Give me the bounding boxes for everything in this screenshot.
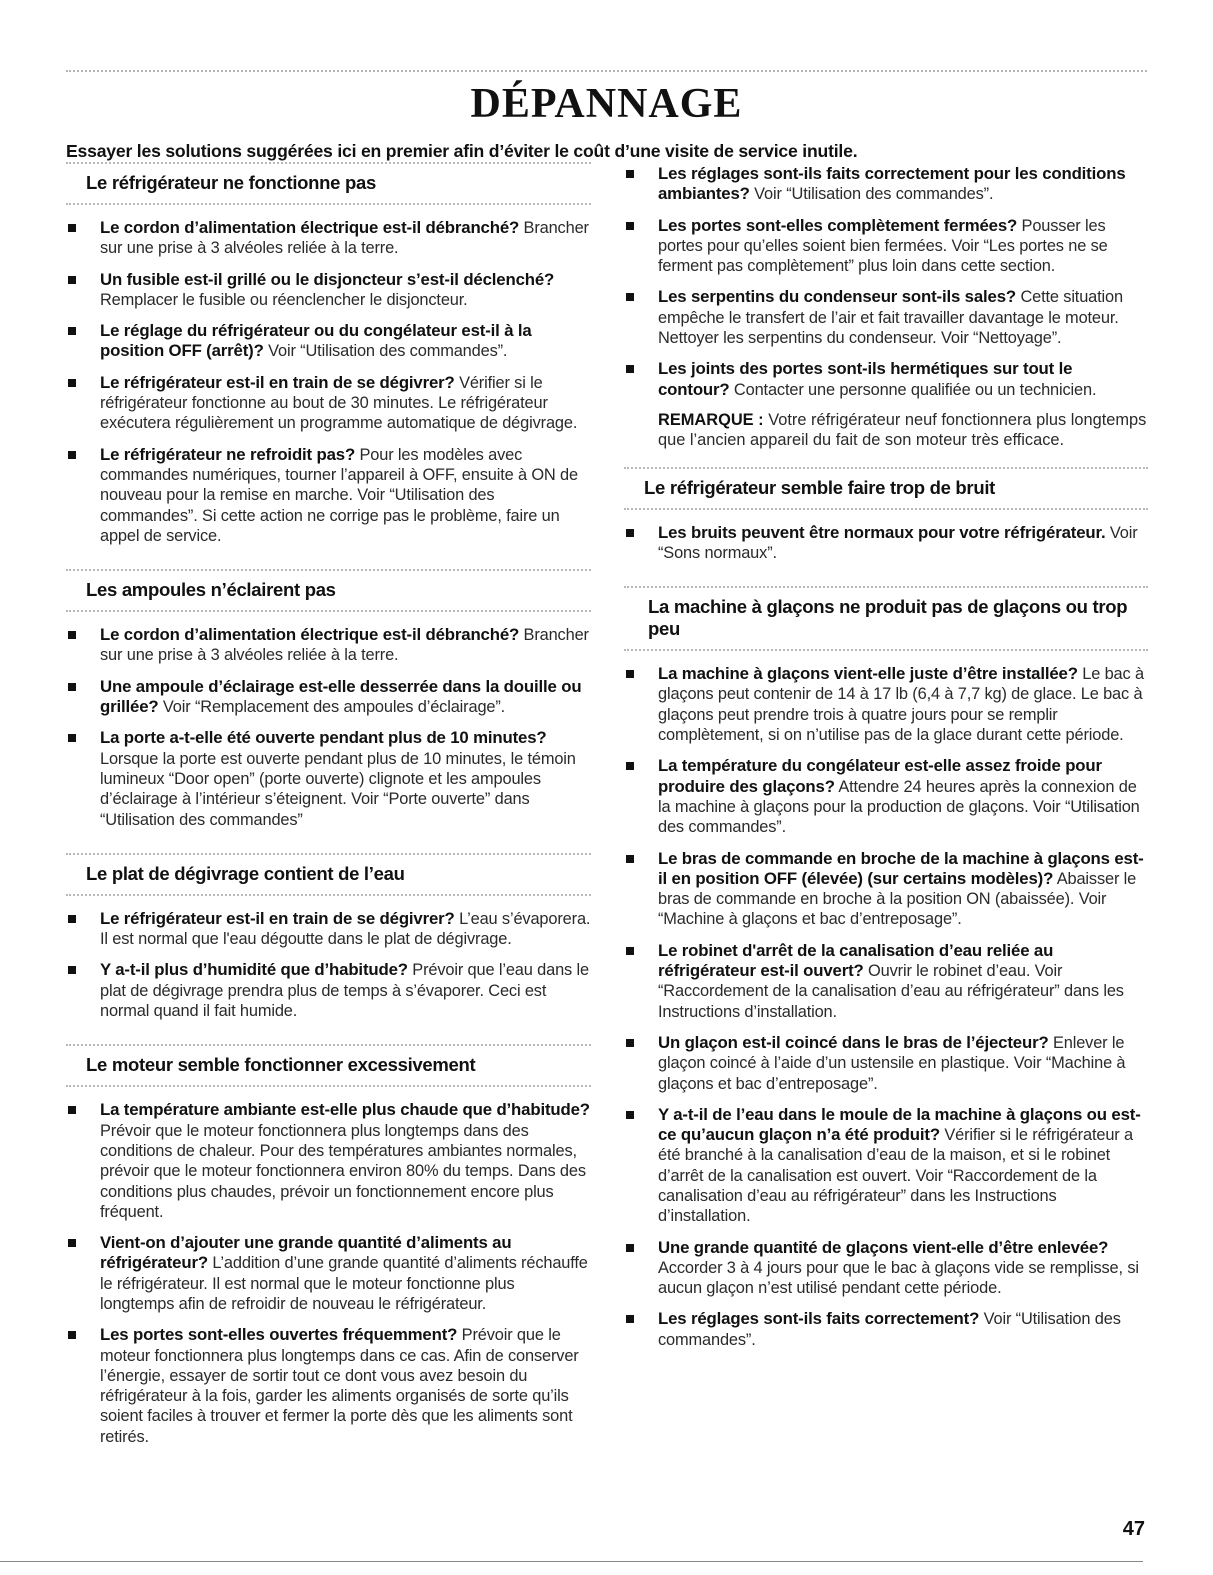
- square-bullet-icon: [626, 762, 634, 770]
- list-item: [624, 941, 1148, 1022]
- section-motor-runs-too-much: [66, 1044, 591, 1447]
- square-bullet-icon: [68, 734, 76, 742]
- section-fridge-not-working: [66, 162, 591, 546]
- item-question: La porte a-t-elle été ouverte pendant plus de 10 minutes?: [100, 728, 547, 748]
- list-item: [66, 909, 591, 950]
- item-question: Le cordon d’alimentation électrique est-il débranché?: [100, 218, 520, 237]
- square-bullet-icon: [626, 670, 634, 678]
- square-bullet-icon: [626, 170, 634, 178]
- item-answer: L’addition d’une grande quantité d’aliments réchauffe le réfrigérateur. Il est normal que le moteur fonctionne plus longtemps afin de refroidir de nouveau le réfrigérateur.: [100, 1254, 588, 1313]
- item-answer: Lorsque la porte est ouverte pendant plus de 10 minutes, le témoin lumineux “Door open” (porte ouverte) clignote et les ampoules d’éclairage à l’intérieur s’éteignent. Voir “Porte ouverte” dans “Utilisation des commandes”: [100, 749, 576, 829]
- item-question: La machine à glaçons vient-elle juste d’être installée?: [658, 664, 1078, 684]
- square-bullet-icon: [68, 966, 76, 974]
- item-answer: Cette situation empêche le transfert de l’air et fait travailler davantage le moteur. Nettoyer les serpentins du condenseur. Voir “Nettoyage”.: [658, 288, 1123, 348]
- list-item: [624, 664, 1148, 745]
- item-answer: Voir “Sons normaux”.: [658, 523, 1138, 562]
- item-answer: Brancher sur une prise à 3 alvéoles reliée à la terre.: [100, 626, 589, 665]
- list-item: [624, 1105, 1148, 1227]
- list-item: [624, 359, 1148, 400]
- page-number: 47: [1122, 1518, 1145, 1540]
- section-motor-runs-too-much-cont: [624, 164, 1148, 451]
- square-bullet-icon: [68, 327, 76, 335]
- list-item: [66, 728, 591, 829]
- list-item: [66, 321, 591, 362]
- remark-text: Votre réfrigérateur neuf fonctionnera plus longtemps que l’ancien appareil du fait de son moteur très efficace.: [658, 410, 1147, 450]
- section-heading: La machine à glaçons ne produit pas de glaçons ou trop peu: [624, 586, 1148, 651]
- item-answer: L’eau s’évaporera. Il est normal que l'eau dégoutte dans le plat de dégivrage.: [100, 909, 591, 949]
- item-list: [624, 164, 1148, 400]
- square-bullet-icon: [626, 293, 634, 301]
- item-answer: Voir “Utilisation des commandes”.: [754, 185, 994, 204]
- item-question: Le réglage du réfrigérateur ou du congélateur est-il à la position OFF (arrêt)?: [100, 321, 532, 361]
- list-item: [66, 270, 591, 311]
- item-list: [624, 523, 1148, 564]
- item-answer: Voir “Remplacement des ampoules d’éclairage”.: [162, 698, 506, 717]
- item-answer: Attendre 24 heures après la connexion de la machine à glaçons pour la production de glaçons. Voir “Utilisation des commandes”.: [658, 777, 1140, 837]
- item-answer: Vérifier si le réfrigérateur a été branché à la canalisation d’eau de la maison, et si le robinet d’arrêt de la canalisation est ouvert. Voir “Raccordement de la canalisation d’eau au réfrigérateur” dans les Instructions d’installation.: [658, 1126, 1133, 1226]
- item-question: Le bras de commande en broche de la machine à glaçons est-il en position OFF (élevée) (sur certains modèles)?: [658, 848, 1144, 888]
- item-question: Les portes sont-elles complètement fermées?: [658, 215, 1018, 235]
- item-answer: Abaisser le bras de commande en broche à la position ON (abaissée). Voir “Machine à glaçons et bac d’entreposage”.: [658, 869, 1137, 929]
- square-bullet-icon: [626, 855, 634, 863]
- item-question: Les serpentins du condenseur sont-ils sales?: [658, 287, 1017, 307]
- item-question: Vient-on d’ajouter une grande quantité d’aliments au réfrigérateur?: [100, 1233, 512, 1273]
- section-heading: Les ampoules n’éclairent pas: [66, 569, 591, 612]
- remark-label: REMARQUE :: [658, 410, 764, 429]
- item-answer: Pour les modèles avec commandes numériques, tourner l’appareil à OFF, ensuite à ON de nouveau pour la remise en marche. Voir “Utilisation des commandes”. Si cette action ne corrige pas le problème, faire un appel de service.: [100, 445, 578, 545]
- list-item: [624, 1238, 1148, 1299]
- item-answer: Prévoir que l’eau dans le plat de dégivrage prendra plus de temps à s’évaporer. Ceci est normal quand il fait humide.: [100, 961, 589, 1021]
- list-item: [66, 1325, 591, 1447]
- list-item: [624, 756, 1148, 837]
- item-answer: Voir “Utilisation des commandes”.: [268, 342, 508, 361]
- item-answer: Enlever le glaçon coincé à l’aide d’un ustensile en plastique. Voir “Machine à glaçons et bac d’entreposage”.: [658, 1033, 1126, 1093]
- section-heading: Le réfrigérateur ne fonctionne pas: [66, 162, 591, 205]
- item-answer: Contacter une personne qualifiée ou un technicien.: [733, 380, 1097, 399]
- square-bullet-icon: [626, 365, 634, 373]
- list-item: [66, 218, 591, 259]
- item-question: La température ambiante est-elle plus chaude que d’habitude?: [100, 1100, 590, 1120]
- item-answer: Ouvrir le robinet d’eau. Voir “Raccordement de la canalisation d’eau au réfrigérateur” dans les Instructions d’installation.: [658, 962, 1124, 1021]
- item-question: Le robinet d'arrêt de la canalisation d’eau reliée au réfrigérateur est-il ouvert?: [658, 940, 1054, 981]
- item-list: [66, 1100, 591, 1447]
- square-bullet-icon: [626, 1244, 634, 1252]
- item-question: Le réfrigérateur ne refroidit pas?: [100, 444, 356, 464]
- square-bullet-icon: [68, 631, 76, 639]
- list-item: [66, 445, 591, 546]
- list-item: [624, 1033, 1148, 1094]
- remark-note: [624, 410, 1148, 451]
- list-item: [624, 523, 1148, 564]
- list-item: [624, 164, 1148, 205]
- item-list: [66, 909, 591, 1021]
- item-question: Une grande quantité de glaçons vient-elle d’être enlevée?: [658, 1237, 1109, 1257]
- item-question: Les réglages sont-ils faits correctement pour les conditions ambiantes?: [658, 164, 1126, 204]
- item-answer: Accorder 3 à 4 jours pour que le bac à glaçons vide se remplisse, si aucun glaçon n’est utilisé pendant cette période.: [658, 1258, 1139, 1298]
- item-list: [66, 625, 591, 830]
- left-column: [66, 162, 591, 1458]
- list-item: [624, 1309, 1148, 1350]
- intro-text: Essayer les solutions suggérées ici en premier afin d’éviter le coût d’une visite de service inutile.: [66, 141, 858, 161]
- item-answer: Prévoir que le moteur fonctionnera plus longtemps dans ce cas. Afin de conserver l’énergie, essayer de sortir tout ce dont vous avez besoin du réfrigérateur à la fois, garder les aliments organisés de sorte qu’ils soient faciles à trouver et fermer la porte dès que les aliments sont retirés.: [100, 1326, 579, 1446]
- square-bullet-icon: [68, 224, 76, 232]
- item-answer: Voir “Utilisation des commandes”.: [658, 1310, 1121, 1349]
- bottom-rule: [0, 1561, 1143, 1562]
- item-answer: Remplacer le fusible ou réenclencher le disjoncteur.: [100, 290, 468, 309]
- item-list: [624, 664, 1148, 1350]
- square-bullet-icon: [68, 1239, 76, 1247]
- list-item: [66, 1233, 591, 1314]
- item-question: Y a-t-il plus d’humidité que d’habitude?: [100, 960, 408, 980]
- item-answer: Prévoir que le moteur fonctionnera plus longtemps dans des conditions de chaleur. Pour des températures ambiantes normales, prévoir que le moteur fonctionnera environ 80% du temps. Dans des conditions plus chaudes, prévoir un fonctionnement encore plus fréquent.: [100, 1121, 586, 1221]
- item-question: Le réfrigérateur est-il en train de se dégivrer?: [100, 908, 455, 928]
- top-dotted-rule: [66, 70, 1147, 72]
- item-question: La température du congélateur est-elle assez froide pour produire des glaçons?: [658, 756, 1102, 796]
- item-answer: Pousser les portes pour qu’elles soient bien fermées. Voir “Les portes ne se ferment pas complètement” plus loin dans cette section.: [658, 216, 1108, 276]
- square-bullet-icon: [68, 1331, 76, 1339]
- square-bullet-icon: [68, 451, 76, 459]
- item-answer: Le bac à glaçons peut contenir de 14 à 17 lb (6,4 à 7,7 kg) de glace. Le bac à glaçons peut prendre trois à quatre jours pour se remplir complètement, si on n’utilise pas de la glace durant cette période.: [658, 665, 1144, 745]
- right-column: [624, 162, 1148, 1361]
- item-question: Y a-t-il de l’eau dans le moule de la machine à glaçons ou est-ce qu’aucun glaçon n’a été produit?: [658, 1104, 1141, 1145]
- section-lights-out: [66, 569, 591, 830]
- square-bullet-icon: [68, 1106, 76, 1114]
- square-bullet-icon: [626, 222, 634, 230]
- item-question: Les portes sont-elles ouvertes fréquemment?: [100, 1325, 458, 1345]
- section-heading: Le réfrigérateur semble faire trop de bruit: [624, 467, 1148, 510]
- item-answer: Vérifier si le réfrigérateur fonctionne au bout de 30 minutes. Le réfrigérateur exécutera régulièrement un programme automatique de dégivrage.: [100, 373, 578, 433]
- item-question: Le cordon d’alimentation électrique est-il débranché?: [100, 625, 520, 645]
- list-item: [66, 1100, 591, 1222]
- item-question: Un glaçon est-il coincé dans le bras de l’éjecteur?: [658, 1032, 1049, 1052]
- square-bullet-icon: [626, 947, 634, 955]
- square-bullet-icon: [68, 276, 76, 284]
- list-item: [66, 625, 591, 666]
- square-bullet-icon: [626, 1111, 634, 1119]
- section-ice-maker: [624, 586, 1148, 1350]
- section-heading: Le plat de dégivrage contient de l’eau: [66, 853, 591, 896]
- item-question: Les réglages sont-ils faits correctement?: [658, 1309, 980, 1329]
- square-bullet-icon: [68, 379, 76, 387]
- item-question: Les joints des portes sont-ils hermétiques sur tout le contour?: [658, 359, 1073, 399]
- list-item: [624, 287, 1148, 348]
- list-item: [66, 373, 591, 434]
- item-question: Le réfrigérateur est-il en train de se dégivrer?: [100, 372, 455, 392]
- item-question: Les bruits peuvent être normaux pour votre réfrigérateur.: [658, 522, 1106, 542]
- list-item: [624, 849, 1148, 930]
- square-bullet-icon: [68, 683, 76, 691]
- item-list: [66, 218, 591, 546]
- item-question: Une ampoule d’éclairage est-elle desserrée dans la douille ou grillée?: [100, 676, 582, 717]
- square-bullet-icon: [626, 1039, 634, 1047]
- square-bullet-icon: [68, 915, 76, 923]
- item-answer: Brancher sur une prise à 3 alvéoles reliée à la terre.: [100, 219, 589, 258]
- list-item: [66, 960, 591, 1021]
- section-defrost-pan-water: [66, 853, 591, 1021]
- item-question: Un fusible est-il grillé ou le disjoncteur s’est-il déclenché?: [100, 269, 555, 289]
- section-heading: Le moteur semble fonctionner excessivement: [66, 1044, 591, 1087]
- list-item: [624, 216, 1148, 277]
- page-title: DÉPANNAGE: [470, 81, 743, 127]
- list-item: [66, 677, 591, 718]
- square-bullet-icon: [626, 1315, 634, 1323]
- square-bullet-icon: [626, 529, 634, 537]
- section-too-noisy: [624, 467, 1148, 564]
